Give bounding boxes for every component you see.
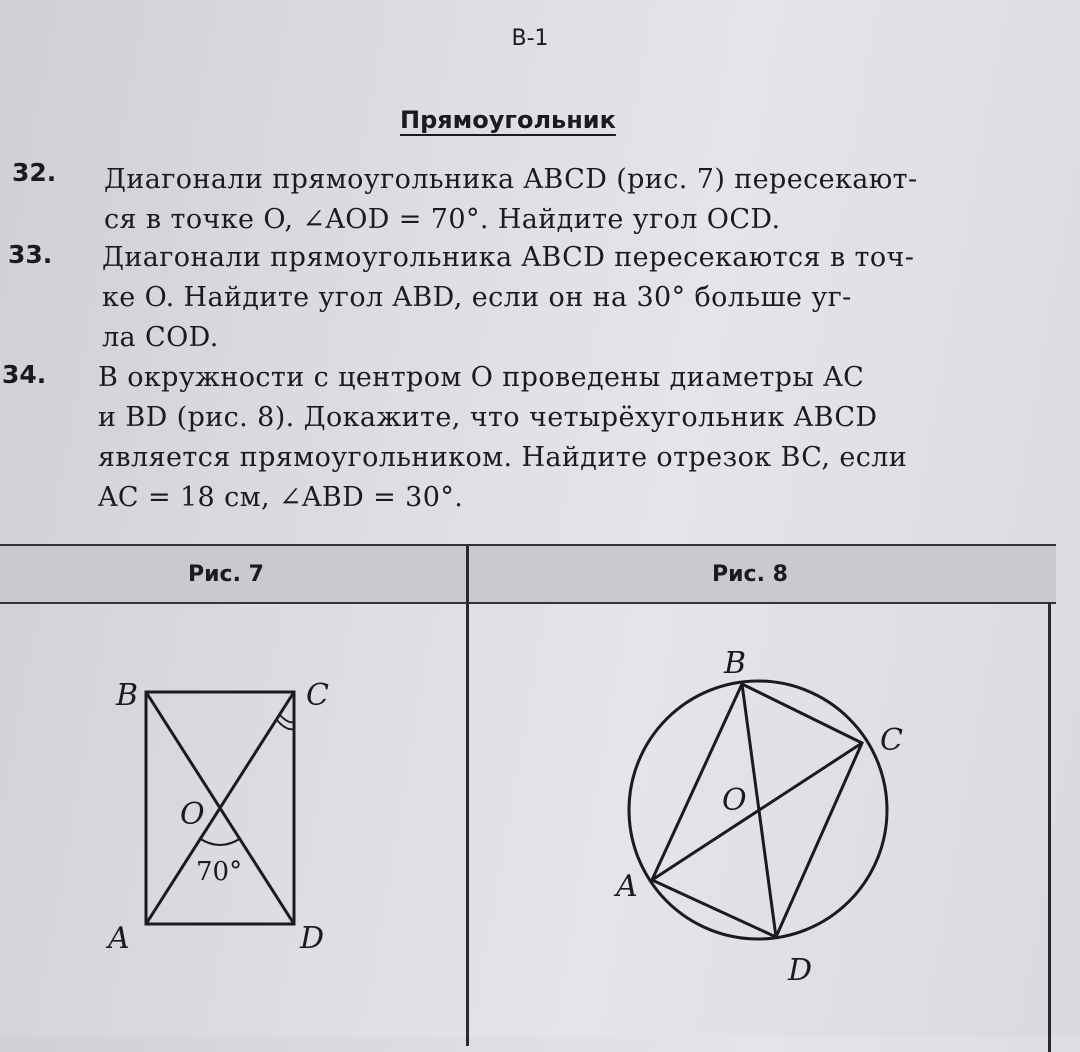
problem-line: ке O. Найдите угол ABD, если он на 30° больше уг- (102, 282, 852, 313)
point-label-o: O (722, 783, 747, 818)
point-label-c: C (306, 678, 329, 713)
point-label-a: A (616, 869, 638, 904)
problem-line: Диагонали прямоугольника ABCD (рис. 7) пересекают- (104, 164, 918, 195)
point-label-o: O (180, 797, 205, 832)
problem-line: Диагонали прямоугольника ABCD пересекаются в точ- (102, 242, 915, 273)
point-label-c: C (880, 723, 903, 758)
angle-value-label: 70° (196, 857, 243, 887)
problem-line: AC = 18 см, ∠ABD = 30°. (98, 482, 464, 513)
problem-line: и BD (рис. 8). Докажите, что четырёхугольник ABCD (98, 402, 878, 433)
point-label-b: B (724, 646, 747, 681)
figure-7-caption: Рис. 7 (188, 562, 264, 587)
point-label-a: A (108, 921, 130, 956)
topic-title: Прямоугольник (400, 106, 616, 134)
problem-number: 34. (2, 360, 47, 389)
problem-number: 33. (8, 240, 53, 269)
problem-line: ся в точке O, ∠AOD = 70°. Найдите угол OCD. (104, 204, 781, 235)
variant-label: В-1 (511, 26, 549, 51)
point-label-d: D (788, 953, 813, 988)
point-label-d: D (300, 921, 325, 956)
problem-number: 32. (12, 158, 57, 187)
problem-line: В окружности с центром O проведены диаметры AC (98, 362, 865, 393)
problem-line: является прямоугольником. Найдите отрезок BC, если (98, 442, 908, 473)
problem-line: ла COD. (102, 322, 219, 353)
diameter-bd (742, 684, 776, 937)
point-label-b: B (116, 678, 139, 713)
figure-8-caption: Рис. 8 (712, 562, 788, 587)
